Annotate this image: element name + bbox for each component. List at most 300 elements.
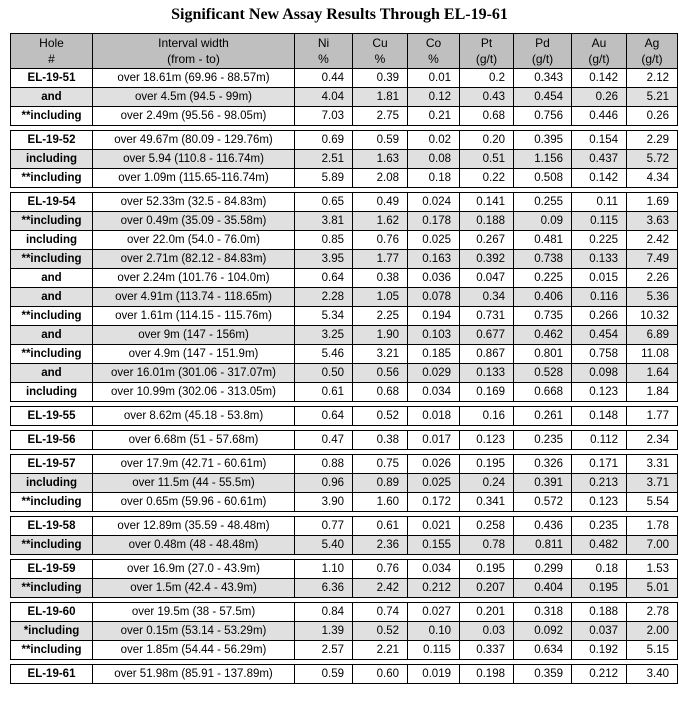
table-row xyxy=(11,641,678,660)
cell-pd: 0.454 xyxy=(514,88,572,107)
cell-ni: 0.84 xyxy=(295,603,353,622)
cell-interval: over 17.9m (42.71 - 60.61m) xyxy=(93,455,295,474)
cell-co: 0.034 xyxy=(408,383,460,402)
cell-pt: 0.392 xyxy=(460,250,514,269)
cell-pd: 0.462 xyxy=(514,326,572,345)
cell-interval: over 0.48m (48 - 48.48m) xyxy=(93,536,295,555)
cell-cu: 0.49 xyxy=(353,193,408,212)
cell-au: 0.225 xyxy=(572,231,627,250)
cell-interval: over 16.9m (27.0 - 43.9m) xyxy=(93,560,295,579)
cell-ag: 1.64 xyxy=(627,364,678,383)
cell-co: 0.163 xyxy=(408,250,460,269)
header-interval: Interval width (from - to) xyxy=(93,34,295,69)
cell-au: 0.18 xyxy=(572,560,627,579)
table-row xyxy=(11,131,678,150)
cell-cu: 2.42 xyxy=(353,579,408,598)
cell-interval: over 1.09m (115.65-116.74m) xyxy=(93,169,295,188)
cell-cu: 0.61 xyxy=(353,517,408,536)
cell-cu: 2.21 xyxy=(353,641,408,660)
cell-cu: 0.68 xyxy=(353,383,408,402)
cell-ag: 5.72 xyxy=(627,150,678,169)
cell-co: 0.034 xyxy=(408,560,460,579)
cell-ag: 7.49 xyxy=(627,250,678,269)
cell-pt: 0.201 xyxy=(460,603,514,622)
cell-au: 0.482 xyxy=(572,536,627,555)
cell-au: 0.26 xyxy=(572,88,627,107)
cell-pd: 0.572 xyxy=(514,493,572,512)
cell-pd: 0.235 xyxy=(514,431,572,450)
cell-interval: over 2.71m (82.12 - 84.83m) xyxy=(93,250,295,269)
cell-co: 0.036 xyxy=(408,269,460,288)
cell-pt: 0.123 xyxy=(460,431,514,450)
cell-interval: over 12.89m (35.59 - 48.48m) xyxy=(93,517,295,536)
cell-ni: 2.51 xyxy=(295,150,353,169)
cell-hole: and xyxy=(11,364,93,383)
cell-interval: over 19.5m (38 - 57.5m) xyxy=(93,603,295,622)
table-row xyxy=(11,231,678,250)
table-row xyxy=(11,169,678,188)
cell-hole: EL-19-59 xyxy=(11,560,93,579)
cell-au: 0.115 xyxy=(572,212,627,231)
cell-pd: 0.528 xyxy=(514,364,572,383)
cell-hole: EL-19-55 xyxy=(11,407,93,426)
cell-hole: including xyxy=(11,231,93,250)
table-row xyxy=(11,560,678,579)
cell-ni: 6.36 xyxy=(295,579,353,598)
cell-cu: 2.36 xyxy=(353,536,408,555)
cell-ag: 2.42 xyxy=(627,231,678,250)
cell-cu: 1.63 xyxy=(353,150,408,169)
cell-cu: 2.08 xyxy=(353,169,408,188)
cell-ni: 4.04 xyxy=(295,88,353,107)
cell-interval: over 16.01m (301.06 - 317.07m) xyxy=(93,364,295,383)
cell-hole: and xyxy=(11,288,93,307)
cell-interval: over 22.0m (54.0 - 76.0m) xyxy=(93,231,295,250)
table-row xyxy=(11,150,678,169)
cell-pt: 0.337 xyxy=(460,641,514,660)
cell-ni: 2.28 xyxy=(295,288,353,307)
cell-interval: over 49.67m (80.09 - 129.76m) xyxy=(93,131,295,150)
cell-pt: 0.78 xyxy=(460,536,514,555)
cell-ni: 2.57 xyxy=(295,641,353,660)
cell-au: 0.133 xyxy=(572,250,627,269)
header-au: Au (g/t) xyxy=(572,34,627,69)
table-row xyxy=(11,622,678,641)
cell-cu: 0.52 xyxy=(353,622,408,641)
cell-cu: 2.75 xyxy=(353,107,408,126)
cell-interval: over 10.99m (302.06 - 313.05m) xyxy=(93,383,295,402)
cell-co: 0.194 xyxy=(408,307,460,326)
cell-ag: 6.89 xyxy=(627,326,678,345)
cell-pt: 0.207 xyxy=(460,579,514,598)
cell-ag: 1.69 xyxy=(627,193,678,212)
cell-ag: 3.63 xyxy=(627,212,678,231)
cell-co: 0.017 xyxy=(408,431,460,450)
cell-ni: 0.96 xyxy=(295,474,353,493)
cell-co: 0.025 xyxy=(408,474,460,493)
cell-interval: over 51.98m (85.91 - 137.89m) xyxy=(93,665,295,684)
cell-ag: 2.29 xyxy=(627,131,678,150)
cell-interval: over 1.5m (42.4 - 43.9m) xyxy=(93,579,295,598)
cell-pd: 0.738 xyxy=(514,250,572,269)
cell-cu: 0.38 xyxy=(353,431,408,450)
cell-ni: 0.88 xyxy=(295,455,353,474)
cell-cu: 0.89 xyxy=(353,474,408,493)
cell-hole: **including xyxy=(11,641,93,660)
table-row xyxy=(11,579,678,598)
cell-ni: 0.59 xyxy=(295,665,353,684)
cell-pd: 0.225 xyxy=(514,269,572,288)
cell-pd: 0.406 xyxy=(514,288,572,307)
cell-co: 0.024 xyxy=(408,193,460,212)
cell-hole: **including xyxy=(11,345,93,364)
table-row xyxy=(11,536,678,555)
cell-hole: **including xyxy=(11,250,93,269)
cell-pd: 0.801 xyxy=(514,345,572,364)
cell-pd: 1.156 xyxy=(514,150,572,169)
table-body xyxy=(11,69,678,684)
cell-au: 0.148 xyxy=(572,407,627,426)
cell-interval: over 11.5m (44 - 55.5m) xyxy=(93,474,295,493)
cell-au: 0.235 xyxy=(572,517,627,536)
cell-hole: EL-19-51 xyxy=(11,69,93,88)
cell-au: 0.446 xyxy=(572,107,627,126)
cell-interval: over 1.61m (114.15 - 115.76m) xyxy=(93,307,295,326)
cell-ag: 1.84 xyxy=(627,383,678,402)
cell-ag: 1.77 xyxy=(627,407,678,426)
cell-pd: 0.092 xyxy=(514,622,572,641)
cell-ni: 3.25 xyxy=(295,326,353,345)
table-row xyxy=(11,383,678,402)
cell-interval: over 4.9m (147 - 151.9m) xyxy=(93,345,295,364)
cell-hole: EL-19-52 xyxy=(11,131,93,150)
cell-pd: 0.318 xyxy=(514,603,572,622)
header-ni: Ni % xyxy=(295,34,353,69)
cell-au: 0.123 xyxy=(572,493,627,512)
cell-au: 0.212 xyxy=(572,665,627,684)
cell-interval: over 0.15m (53.14 - 53.29m) xyxy=(93,622,295,641)
cell-pd: 0.508 xyxy=(514,169,572,188)
table-row xyxy=(11,269,678,288)
cell-ag: 7.00 xyxy=(627,536,678,555)
cell-au: 0.195 xyxy=(572,579,627,598)
cell-cu: 1.62 xyxy=(353,212,408,231)
cell-ag: 3.40 xyxy=(627,665,678,684)
cell-hole: including xyxy=(11,383,93,402)
cell-ni: 5.34 xyxy=(295,307,353,326)
cell-co: 0.212 xyxy=(408,579,460,598)
table-row xyxy=(11,474,678,493)
cell-ag: 11.08 xyxy=(627,345,678,364)
header-co: Co % xyxy=(408,34,460,69)
cell-ag: 2.34 xyxy=(627,431,678,450)
cell-cu: 0.39 xyxy=(353,69,408,88)
cell-cu: 0.74 xyxy=(353,603,408,622)
cell-ni: 0.64 xyxy=(295,407,353,426)
cell-pd: 0.391 xyxy=(514,474,572,493)
cell-ni: 0.61 xyxy=(295,383,353,402)
table-row xyxy=(11,288,678,307)
cell-cu: 0.52 xyxy=(353,407,408,426)
cell-interval: over 8.62m (45.18 - 53.8m) xyxy=(93,407,295,426)
table-row xyxy=(11,212,678,231)
cell-pt: 0.341 xyxy=(460,493,514,512)
cell-pd: 0.326 xyxy=(514,455,572,474)
table-row xyxy=(11,431,678,450)
header-pd: Pd (g/t) xyxy=(514,34,572,69)
table-row xyxy=(11,107,678,126)
cell-interval: over 0.49m (35.09 - 35.58m) xyxy=(93,212,295,231)
cell-hole: EL-19-54 xyxy=(11,193,93,212)
cell-hole: EL-19-60 xyxy=(11,603,93,622)
cell-cu: 0.38 xyxy=(353,269,408,288)
table-row xyxy=(11,603,678,622)
cell-au: 0.454 xyxy=(572,326,627,345)
cell-au: 0.154 xyxy=(572,131,627,150)
cell-cu: 2.25 xyxy=(353,307,408,326)
header-cu: Cu % xyxy=(353,34,408,69)
cell-pt: 0.22 xyxy=(460,169,514,188)
cell-hole: **including xyxy=(11,169,93,188)
cell-pt: 0.141 xyxy=(460,193,514,212)
cell-ag: 1.53 xyxy=(627,560,678,579)
table-row xyxy=(11,88,678,107)
cell-cu: 0.76 xyxy=(353,560,408,579)
cell-ag: 1.78 xyxy=(627,517,678,536)
cell-pd: 0.481 xyxy=(514,231,572,250)
cell-pd: 0.09 xyxy=(514,212,572,231)
cell-hole: **including xyxy=(11,307,93,326)
cell-ni: 3.95 xyxy=(295,250,353,269)
cell-interval: over 2.49m (95.56 - 98.05m) xyxy=(93,107,295,126)
cell-co: 0.01 xyxy=(408,69,460,88)
cell-co: 0.078 xyxy=(408,288,460,307)
cell-ni: 0.85 xyxy=(295,231,353,250)
cell-pt: 0.195 xyxy=(460,560,514,579)
cell-interval: over 4.91m (113.74 - 118.65m) xyxy=(93,288,295,307)
cell-pd: 0.343 xyxy=(514,69,572,88)
cell-hole: EL-19-58 xyxy=(11,517,93,536)
cell-co: 0.115 xyxy=(408,641,460,660)
table-row xyxy=(11,345,678,364)
cell-hole: *including xyxy=(11,622,93,641)
table-row xyxy=(11,69,678,88)
cell-cu: 0.76 xyxy=(353,231,408,250)
cell-pt: 0.677 xyxy=(460,326,514,345)
cell-ni: 3.81 xyxy=(295,212,353,231)
table-row xyxy=(11,307,678,326)
cell-ni: 0.69 xyxy=(295,131,353,150)
cell-ni: 7.03 xyxy=(295,107,353,126)
cell-pt: 0.258 xyxy=(460,517,514,536)
cell-pt: 0.731 xyxy=(460,307,514,326)
cell-hole: EL-19-61 xyxy=(11,665,93,684)
cell-ni: 0.44 xyxy=(295,69,353,88)
cell-hole: including xyxy=(11,474,93,493)
cell-pd: 0.255 xyxy=(514,193,572,212)
cell-co: 0.18 xyxy=(408,169,460,188)
cell-cu: 0.59 xyxy=(353,131,408,150)
cell-pt: 0.24 xyxy=(460,474,514,493)
cell-cu: 1.77 xyxy=(353,250,408,269)
cell-pt: 0.133 xyxy=(460,364,514,383)
cell-ni: 0.47 xyxy=(295,431,353,450)
cell-ag: 3.71 xyxy=(627,474,678,493)
cell-co: 0.185 xyxy=(408,345,460,364)
cell-pd: 0.436 xyxy=(514,517,572,536)
cell-pd: 0.404 xyxy=(514,579,572,598)
cell-co: 0.21 xyxy=(408,107,460,126)
cell-pd: 0.261 xyxy=(514,407,572,426)
table-row xyxy=(11,250,678,269)
cell-hole: **including xyxy=(11,536,93,555)
cell-au: 0.266 xyxy=(572,307,627,326)
cell-co: 0.027 xyxy=(408,603,460,622)
table-row xyxy=(11,193,678,212)
cell-ag: 4.34 xyxy=(627,169,678,188)
cell-ag: 2.12 xyxy=(627,69,678,88)
header-row xyxy=(11,34,678,69)
cell-hole: and xyxy=(11,326,93,345)
cell-hole: **including xyxy=(11,212,93,231)
cell-co: 0.178 xyxy=(408,212,460,231)
cell-ag: 5.21 xyxy=(627,88,678,107)
cell-ag: 3.31 xyxy=(627,455,678,474)
cell-au: 0.213 xyxy=(572,474,627,493)
cell-au: 0.015 xyxy=(572,269,627,288)
cell-pt: 0.43 xyxy=(460,88,514,107)
cell-pd: 0.756 xyxy=(514,107,572,126)
cell-ni: 0.50 xyxy=(295,364,353,383)
cell-co: 0.10 xyxy=(408,622,460,641)
cell-pt: 0.047 xyxy=(460,269,514,288)
cell-au: 0.098 xyxy=(572,364,627,383)
cell-cu: 1.81 xyxy=(353,88,408,107)
cell-pt: 0.2 xyxy=(460,69,514,88)
cell-ag: 2.00 xyxy=(627,622,678,641)
cell-interval: over 1.85m (54.44 - 56.29m) xyxy=(93,641,295,660)
cell-au: 0.116 xyxy=(572,288,627,307)
cell-interval: over 2.24m (101.76 - 104.0m) xyxy=(93,269,295,288)
cell-au: 0.123 xyxy=(572,383,627,402)
cell-pt: 0.68 xyxy=(460,107,514,126)
table-row xyxy=(11,326,678,345)
cell-ag: 5.15 xyxy=(627,641,678,660)
cell-ni: 0.77 xyxy=(295,517,353,536)
cell-pt: 0.20 xyxy=(460,131,514,150)
cell-co: 0.021 xyxy=(408,517,460,536)
cell-au: 0.11 xyxy=(572,193,627,212)
cell-interval: over 0.65m (59.96 - 60.61m) xyxy=(93,493,295,512)
cell-au: 0.758 xyxy=(572,345,627,364)
cell-ni: 5.46 xyxy=(295,345,353,364)
cell-au: 0.142 xyxy=(572,69,627,88)
cell-hole: including xyxy=(11,150,93,169)
cell-interval: over 52.33m (32.5 - 84.83m) xyxy=(93,193,295,212)
cell-ag: 2.26 xyxy=(627,269,678,288)
cell-co: 0.025 xyxy=(408,231,460,250)
cell-hole: **including xyxy=(11,579,93,598)
cell-ag: 10.32 xyxy=(627,307,678,326)
cell-pd: 0.634 xyxy=(514,641,572,660)
cell-au: 0.188 xyxy=(572,603,627,622)
table-row xyxy=(11,493,678,512)
table-row xyxy=(11,407,678,426)
cell-co: 0.08 xyxy=(408,150,460,169)
cell-hole: **including xyxy=(11,107,93,126)
cell-hole: EL-19-56 xyxy=(11,431,93,450)
cell-au: 0.037 xyxy=(572,622,627,641)
cell-ni: 0.65 xyxy=(295,193,353,212)
header-pt: Pt (g/t) xyxy=(460,34,514,69)
cell-pd: 0.359 xyxy=(514,665,572,684)
cell-au: 0.171 xyxy=(572,455,627,474)
cell-au: 0.142 xyxy=(572,169,627,188)
cell-ni: 0.64 xyxy=(295,269,353,288)
cell-co: 0.029 xyxy=(408,364,460,383)
cell-ag: 5.36 xyxy=(627,288,678,307)
header-hole: Hole # xyxy=(11,34,93,69)
table-row xyxy=(11,665,678,684)
cell-co: 0.026 xyxy=(408,455,460,474)
cell-cu: 0.75 xyxy=(353,455,408,474)
cell-pd: 0.811 xyxy=(514,536,572,555)
cell-cu: 1.05 xyxy=(353,288,408,307)
cell-au: 0.112 xyxy=(572,431,627,450)
cell-ag: 0.26 xyxy=(627,107,678,126)
cell-co: 0.155 xyxy=(408,536,460,555)
cell-cu: 3.21 xyxy=(353,345,408,364)
cell-hole: **including xyxy=(11,493,93,512)
cell-ni: 5.89 xyxy=(295,169,353,188)
cell-co: 0.12 xyxy=(408,88,460,107)
cell-hole: EL-19-57 xyxy=(11,455,93,474)
cell-pt: 0.267 xyxy=(460,231,514,250)
table-row xyxy=(11,455,678,474)
cell-pt: 0.03 xyxy=(460,622,514,641)
cell-co: 0.172 xyxy=(408,493,460,512)
cell-co: 0.018 xyxy=(408,407,460,426)
cell-pd: 0.395 xyxy=(514,131,572,150)
cell-au: 0.437 xyxy=(572,150,627,169)
cell-ni: 3.90 xyxy=(295,493,353,512)
assay-results-table xyxy=(10,33,678,684)
cell-ag: 2.78 xyxy=(627,603,678,622)
cell-interval: over 4.5m (94.5 - 99m) xyxy=(93,88,295,107)
cell-cu: 1.60 xyxy=(353,493,408,512)
cell-interval: over 6.68m (51 - 57.68m) xyxy=(93,431,295,450)
cell-pd: 0.735 xyxy=(514,307,572,326)
cell-hole: and xyxy=(11,88,93,107)
cell-pd: 0.299 xyxy=(514,560,572,579)
cell-pt: 0.51 xyxy=(460,150,514,169)
cell-pt: 0.169 xyxy=(460,383,514,402)
table-title: Significant New Assay Results Through EL-19-61 xyxy=(171,6,508,23)
cell-au: 0.192 xyxy=(572,641,627,660)
table-row xyxy=(11,517,678,536)
header-ag: Ag (g/t) xyxy=(627,34,678,69)
cell-cu: 0.60 xyxy=(353,665,408,684)
cell-cu: 0.56 xyxy=(353,364,408,383)
cell-hole: and xyxy=(11,269,93,288)
cell-ni: 5.40 xyxy=(295,536,353,555)
cell-ni: 1.39 xyxy=(295,622,353,641)
cell-interval: over 5.94 (110.8 - 116.74m) xyxy=(93,150,295,169)
cell-interval: over 9m (147 - 156m) xyxy=(93,326,295,345)
cell-pt: 0.188 xyxy=(460,212,514,231)
cell-ni: 1.10 xyxy=(295,560,353,579)
cell-interval: over 18.61m (69.96 - 88.57m) xyxy=(93,69,295,88)
